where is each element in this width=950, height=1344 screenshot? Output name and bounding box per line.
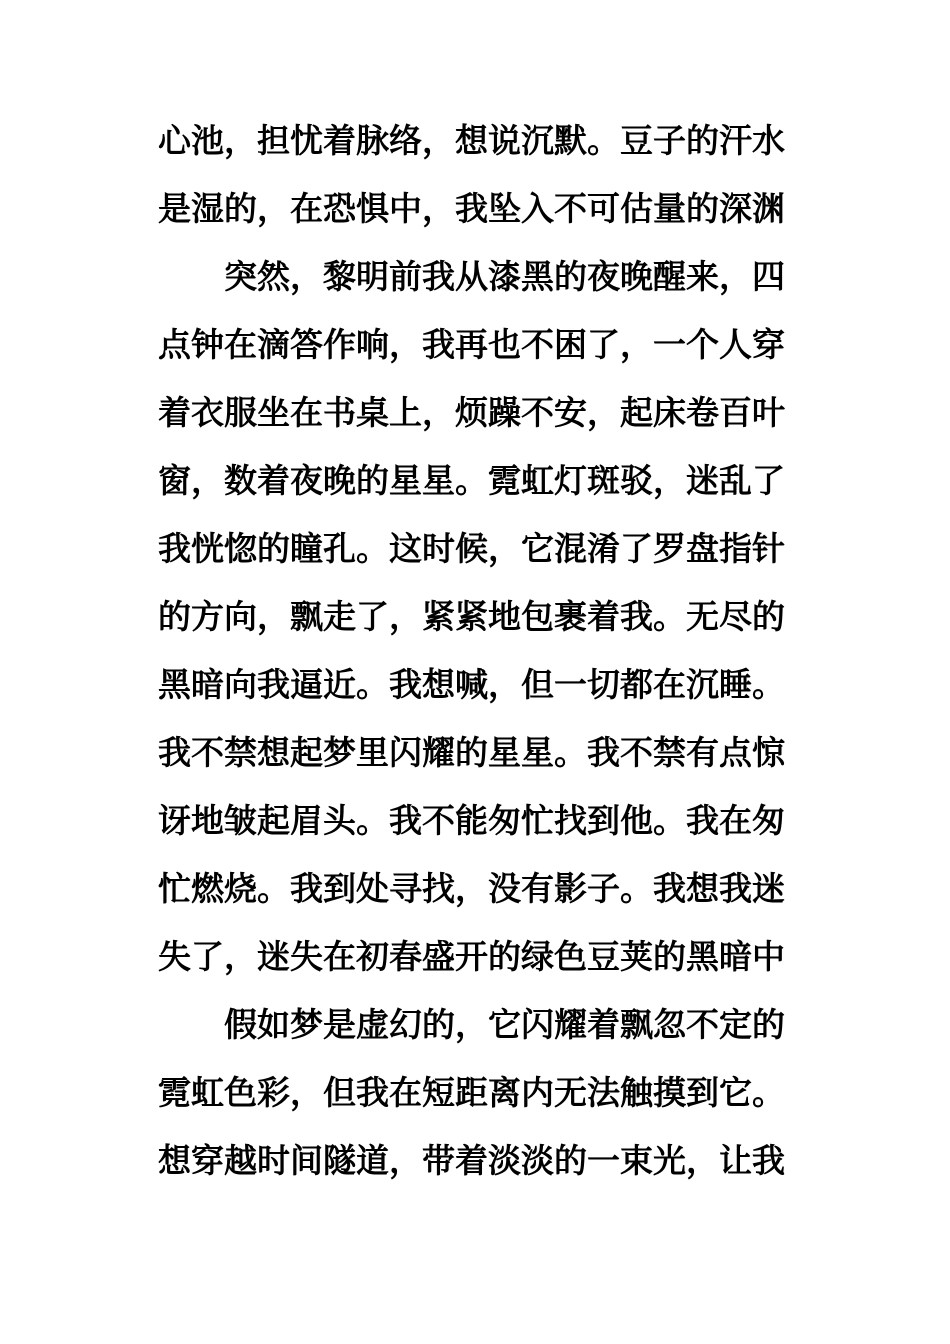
paragraph-start-line: 突然，黎明前我从漆黑的夜晚醒来，四 (224, 257, 785, 296)
text-line: 我不禁想起梦里闪耀的星星。我不禁有点惊 (158, 733, 785, 772)
paragraph-start-line: 假如梦是虚幻的，它闪耀着飘忽不定的 (224, 1005, 785, 1044)
text-line: 想穿越时间隧道，带着淡淡的一束光，让我 (158, 1141, 785, 1180)
text-line: 黑暗向我逼近。我想喊，但一切都在沉睡。 (158, 665, 785, 704)
text-line: 霓虹色彩，但我在短距离内无法触摸到它。 (158, 1073, 785, 1112)
text-line: 我恍惚的瞳孔。这时候，它混淆了罗盘指针 (158, 529, 785, 568)
text-line: 窗，数着夜晚的星星。霓虹灯斑驳，迷乱了 (158, 461, 785, 500)
text-line: 着衣服坐在书桌上，烦躁不安，起床卷百叶 (158, 393, 785, 432)
text-line: 心池，担忧着脉络，想说沉默。豆子的汗水 (158, 121, 785, 160)
text-line: 忙燃烧。我到处寻找，没有影子。我想我迷 (158, 869, 785, 908)
text-line: 是湿的，在恐惧中，我坠入不可估量的深渊 (158, 189, 785, 228)
text-line: 点钟在滴答作响，我再也不困了，一个人穿 (158, 325, 785, 364)
text-line: 的方向，飘走了，紧紧地包裹着我。无尽的 (158, 597, 785, 636)
text-line: 讶地皱起眉头。我不能匆忙找到他。我在匆 (158, 801, 785, 840)
text-line: 失了，迷失在初春盛开的绿色豆荚的黑暗中 (158, 937, 785, 976)
document-body (158, 107, 798, 1195)
